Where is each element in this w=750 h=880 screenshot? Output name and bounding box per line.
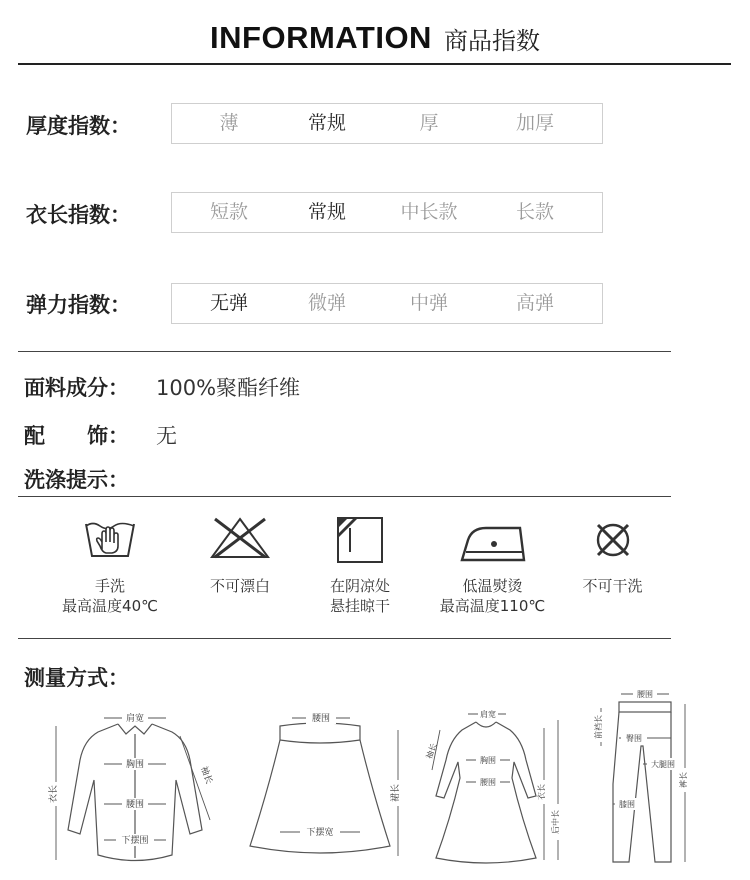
accessory-value: 无 <box>156 424 177 448</box>
length-option: 长款 <box>515 201 555 223</box>
care-item <box>300 516 420 616</box>
sleeve-label: 袖长 <box>424 742 439 761</box>
title-rule <box>18 63 731 65</box>
waist-label: 腰围 <box>637 690 653 699</box>
care-line: 悬挂晾干 <box>329 597 390 615</box>
no-dry-clean-icon <box>589 516 637 564</box>
length-label: 衣长指数： <box>26 203 131 227</box>
thickness-label: 厚度指数： <box>26 114 131 138</box>
thickness-scale <box>171 103 603 144</box>
length-option: 短款 <box>209 201 249 223</box>
thickness-option: 加厚 <box>515 112 555 134</box>
length-option: 中长款 <box>400 201 458 223</box>
skirt-diagram <box>240 700 410 870</box>
measure-title: 测量方式： <box>24 666 129 690</box>
front-rise-label: 前裆长 <box>594 715 603 739</box>
care-line: 不可漂白 <box>209 577 270 595</box>
elasticity-label: 弹力指数： <box>26 293 131 317</box>
knee-label: 膝围 <box>619 800 635 809</box>
shoulder-label: 肩宽 <box>480 710 496 719</box>
thickness-option: 常规 <box>307 112 347 134</box>
care-line: 不可干洗 <box>582 577 643 595</box>
length-label: 裙长 <box>391 783 401 803</box>
wash-label: 洗涤提示： <box>24 468 129 492</box>
length-label: 裤长 <box>679 772 688 788</box>
material-label: 面料成分： <box>24 376 129 400</box>
back-length-label: 后中长 <box>551 810 560 834</box>
length-scale <box>171 192 603 233</box>
length-option: 常规 <box>307 201 347 223</box>
shade-hang-dry-icon <box>336 516 384 564</box>
hip-label: 臀围 <box>626 734 642 743</box>
page-title <box>0 20 750 56</box>
hem-label: 下摆宽 <box>306 828 334 838</box>
dress-diagram <box>420 700 570 870</box>
shoulder-label: 肩宽 <box>125 714 145 724</box>
elasticity-option: 微弹 <box>307 292 347 314</box>
care-line: 最高温度110℃ <box>439 597 546 615</box>
section-divider <box>18 638 671 639</box>
length-label: 衣长 <box>49 784 59 804</box>
thigh-label: 大腿围 <box>651 760 675 769</box>
care-line: 最高温度40℃ <box>62 597 158 615</box>
chest-label: 胸围 <box>480 756 496 765</box>
hand-wash-icon <box>82 516 138 560</box>
material-value: 100%聚酯纤维 <box>156 376 301 400</box>
care-item <box>180 516 300 596</box>
chest-label: 胸围 <box>125 760 145 770</box>
section-divider <box>18 496 671 497</box>
elasticity-option: 无弹 <box>209 292 249 314</box>
pants-diagram <box>585 684 700 870</box>
care-line: 手洗 <box>94 577 125 595</box>
thickness-option: 厚 <box>419 112 439 134</box>
elasticity-option: 中弹 <box>409 292 449 314</box>
waist-label: 腰围 <box>125 800 145 810</box>
title-chinese: 商品指数 <box>443 26 540 55</box>
no-bleach-icon <box>209 516 271 560</box>
care-item <box>50 516 170 616</box>
elasticity-scale <box>171 283 603 324</box>
care-item <box>555 516 670 596</box>
care-line: 低温熨烫 <box>462 577 523 595</box>
care-item <box>430 516 555 616</box>
hem-label: 下摆围 <box>121 836 149 846</box>
waist-label: 腰围 <box>311 714 331 724</box>
thickness-option: 薄 <box>219 112 239 134</box>
shirt-diagram <box>40 700 230 870</box>
elasticity-option: 高弹 <box>515 292 555 314</box>
title-english: INFORMATION <box>210 20 432 55</box>
sleeve-label: 袖长 <box>198 765 214 786</box>
low-iron-icon <box>458 516 528 564</box>
waist-label: 腰围 <box>480 778 496 787</box>
care-line: 在阴凉处 <box>329 577 390 595</box>
length-label: 衣长 <box>537 784 546 800</box>
accessory-label: 配 饰： <box>24 424 129 448</box>
section-divider <box>18 351 671 352</box>
